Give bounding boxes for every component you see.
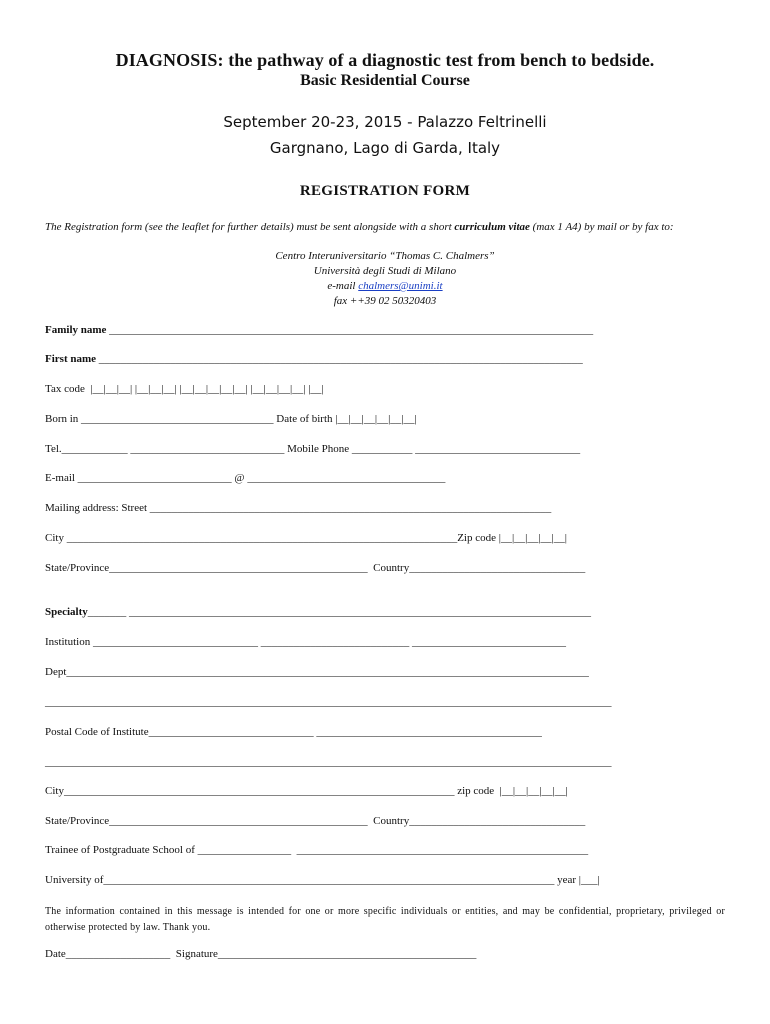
- family-name-label: Family name: [45, 324, 107, 336]
- contact-email-prefix: e-mail: [327, 280, 359, 292]
- first-name-label: First name: [45, 353, 97, 365]
- first-name-field[interactable]: [45, 353, 583, 365]
- blank-line[interactable]: _______________________________________________________________________________________________________: [45, 696, 612, 708]
- phone-field[interactable]: Tel.____________ ____________________________ Mobile Phone ___________ ______________________________: [45, 443, 581, 455]
- intro-text-bold: curriculum vitae: [454, 221, 530, 233]
- mailing-address-field[interactable]: Mailing address: Street _________________________________________________________________________: [45, 502, 552, 514]
- born-field[interactable]: Born in ___________________________________ Date of birth |__|__|__|__|__|__|: [45, 413, 417, 425]
- intro-text-before: The Registration form (see the leaflet for further details) must be sent alongside with a short: [45, 221, 455, 233]
- first-name-line: ________________________________________________________________________________________: [96, 353, 583, 365]
- confidentiality-notice: The information contained in this message is intended for one or more specific individuals or entities, and may be confidential, proprietary, privileged or otherwise protected by law. Thank you.: [45, 906, 725, 933]
- dept-field[interactable]: Dept_______________________________________________________________________________________________: [45, 666, 589, 678]
- contact-university: Università degli Studi di Milano: [313, 265, 457, 277]
- postal-code-field[interactable]: Postal Code of Institute______________________________ _________________________________________: [45, 726, 542, 738]
- specialty-label: Specialty: [45, 606, 88, 618]
- course-dates: September 20-23, 2015 - Palazzo Feltrinelli: [223, 113, 547, 131]
- form-title: REGISTRATION FORM: [299, 183, 471, 199]
- institution-field[interactable]: Institution ______________________________ ___________________________ ____________________________: [45, 636, 566, 648]
- contact-email-link[interactable]: chalmers@unimi.it: [358, 280, 443, 292]
- contact-block: [0, 249, 770, 309]
- blank-line[interactable]: _______________________________________________________________________________________________________: [45, 756, 612, 768]
- course-venue: Gargnano, Lago di Garda, Italy: [269, 139, 501, 157]
- specialty-line: _______ ____________________________________________________________________________________: [87, 606, 592, 618]
- state-country-field[interactable]: State/Province_______________________________________________ Country________________________________: [45, 562, 586, 574]
- contact-email-line: [0, 279, 770, 294]
- city-field[interactable]: City _______________________________________________________________________Zip code |__|__|__|__|__|: [45, 532, 567, 544]
- intro-text-after: (max 1 A4) by mail or by fax to:: [529, 221, 674, 233]
- trainee-school-field[interactable]: Trainee of Postgraduate School of _________________ _____________________________________________________: [45, 844, 589, 856]
- course-title: DIAGNOSIS: the pathway of a diagnostic test from bench to bedside.: [115, 50, 655, 70]
- intro-paragraph: [45, 219, 725, 235]
- contact-fax: fax ++39 02 50320403: [333, 295, 437, 307]
- institute-state-country-field[interactable]: State/Province_______________________________________________ Country________________________________: [45, 815, 586, 827]
- email-field[interactable]: E-mail ____________________________ @ ____________________________________: [45, 472, 446, 484]
- institute-city-field[interactable]: City_______________________________________________________________________ zip code |__|__|__|__|__|: [45, 785, 568, 797]
- specialty-field[interactable]: [45, 606, 591, 618]
- family-name-line: ________________________________________________________________________________________: [106, 324, 594, 336]
- family-name-field[interactable]: [45, 324, 593, 336]
- tax-code-field[interactable]: Tax code |__|__|__| |__|__|__| |__|__|__|__|__| |__|__|__|__| |__|: [45, 383, 324, 395]
- contact-org: Centro Interuniversitario “Thomas C. Chalmers”: [275, 250, 495, 262]
- university-field[interactable]: University of__________________________________________________________________________________ year |___|: [45, 874, 600, 886]
- course-subtitle: Basic Residential Course: [300, 72, 470, 89]
- date-signature-field[interactable]: Date___________________ Signature_______________________________________________: [45, 948, 477, 960]
